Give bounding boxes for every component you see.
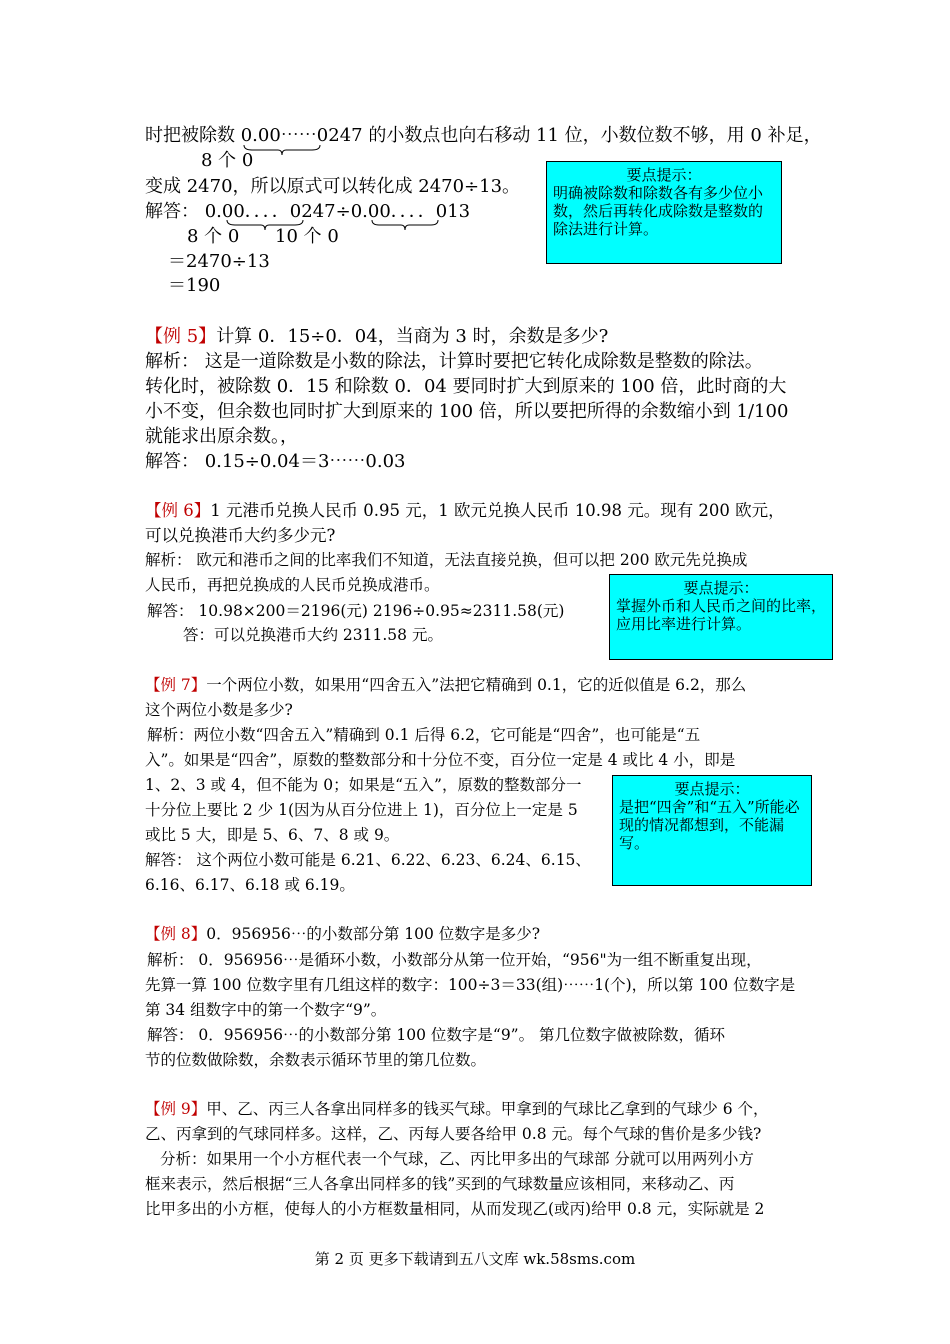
text-line: 1、2、3 或 4，但不能为 0；如果是“五入”，原数的整数部分一 xyxy=(145,776,582,794)
text-line: 解答： 这个两位小数可能是 6.21、6.22、6.23、6.24、6.15、 xyxy=(145,851,591,869)
text-line: 答：可以兑换港币大约 2311.58 元。 xyxy=(183,626,443,644)
tip-title: 要点提示： xyxy=(674,780,750,798)
example-tag: 【例 7】 xyxy=(145,676,207,694)
question-text: 一个两位小数，如果用“四舍五入”法把它精确到 0.1，它的近似值是 6.2，那么 xyxy=(206,676,747,694)
text-line: 比甲多出的小方框，使每人的小方框数量相同，从而发现乙(或丙)给甲 0.8 元，实际就是 2 xyxy=(145,1200,765,1218)
example-tag: 【例 5】 xyxy=(145,326,217,347)
text-line: 十分位上要比 2 少 1(因为从百分位进上 1)，百分位上一定是 5 xyxy=(145,801,578,819)
text-line: 解析： 0．956956⋯是循环小数，小数部分从第一位开始，“956"为一组不断重复出现， xyxy=(147,951,762,969)
question-text: 0．956956⋯的小数部分第 100 位数字是多少? xyxy=(206,925,541,943)
text-line: 6.16、6.17、6.18 或 6.19。 xyxy=(145,876,355,894)
text-line: 转化时，被除数 0．15 和除数 0．04 要同时扩大到原来的 100 倍，此时商的大 xyxy=(145,376,787,397)
brace-mark xyxy=(242,144,322,156)
example-8-question xyxy=(145,927,540,943)
text-line: 乙、丙拿到的气球同样多。这样，乙、丙每人要各给甲 0.8 元。每个气球的售价是多少钱? xyxy=(145,1125,762,1143)
example-6-question xyxy=(145,503,785,520)
tip-box xyxy=(609,574,833,660)
text-line: 解析：两位小数“四舍五入”精确到 0.1 后得 6.2，它可能是“四舍”，也可能是“五 xyxy=(147,726,701,744)
example-tag: 【例 9】 xyxy=(145,1100,207,1118)
question-text: 甲、乙、丙三人各拿出同样多的钱买气球。甲拿到的气球比乙拿到的气球少 6 个， xyxy=(206,1100,769,1118)
text-line: 分析：如果用一个小方框代表一个气球，乙、丙比甲多出的气球部 分就可以用两列小方 xyxy=(160,1150,754,1168)
text-line: 就能求出原余数。， xyxy=(145,426,298,447)
text-line: 第 34 组数字中的第一个数字“9”。 xyxy=(145,1001,387,1019)
text-line: 解答： 10.98×200＝2196(元) 2196÷0.95≈2311.58(元) xyxy=(147,602,565,620)
question-text: 1 元港币兑换人民币 0.95 元，1 欧元兑换人民币 10.98 元。现有 200 欧元， xyxy=(210,501,785,520)
text-line: 或比 5 大，即是 5、6、7、8 或 9。 xyxy=(145,826,400,844)
text-line: ＝190 xyxy=(168,275,221,296)
brace-mark xyxy=(370,219,440,231)
text-line: 8 个 0 xyxy=(187,226,240,247)
example-tag: 【例 8】 xyxy=(145,925,207,943)
text-line: 解答： 0．956956⋯的小数部分第 100 位数字是“9”。 第几位数字做被除数，循环 xyxy=(147,1026,726,1044)
text-line: 解析： 这是一道除数是小数的除法，计算时要把它转化成除数是整数的除法。 xyxy=(145,351,763,372)
text-line: 10 个 0 xyxy=(275,226,339,247)
text-line: 框来表示，然后根据“三人各拿出同样多的钱”买到的气球数量应该相同，来移动乙、丙 xyxy=(145,1175,735,1193)
example-9-question xyxy=(145,1102,769,1118)
tip-box xyxy=(546,161,782,264)
example-tag: 【例 6】 xyxy=(145,501,211,520)
tip-title: 要点提示： xyxy=(683,579,759,597)
question-text: 计算 0．15÷0．04，当商为 3 时，余数是多少? xyxy=(216,326,609,347)
tip-body: 是把“四舍”和“五入”所能必现的情况都想到，不能漏写。 xyxy=(619,798,800,852)
text-line: 小不变，但余数也同时扩大到原来的 100 倍，所以要把所得的余数缩小到 1/100 xyxy=(145,401,789,422)
text-line: 解答： 0.15÷0.04＝3⋯⋯0.03 xyxy=(145,451,406,472)
tip-body: 明确被除数和除数各有多少位小数，然后再转化成除数是整数的除法进行计算。 xyxy=(553,184,764,238)
text-line: 入”。如果是“四舍”，原数的整数部分和十分位不变，百分位一定是 4 或比 4 小，即是 xyxy=(145,751,736,769)
example-5-question xyxy=(145,328,608,346)
text-line: 解析： 欧元和港币之间的比率我们不知道，无法直接兑换，但可以把 200 欧元先兑换成 xyxy=(145,551,748,569)
text-line: 可以兑换港币大约多少元? xyxy=(145,526,336,545)
text-line: 这个两位小数是多少? xyxy=(145,701,293,719)
tip-box xyxy=(612,775,812,886)
text-line: 解答： 0.00．．．．0247÷0.00．．．．013 xyxy=(145,201,471,222)
tip-body: 掌握外币和人民币之间的比率，应用比率进行计算。 xyxy=(616,597,827,633)
tip-title: 要点提示： xyxy=(626,166,702,184)
text-line: 8 个 0 xyxy=(201,150,254,171)
text-line: 节的位数做除数，余数表示循环节里的第几位数。 xyxy=(145,1051,487,1069)
text-line: 变成 2470，所以原式可以转化成 2470÷13。 xyxy=(145,176,521,197)
text-line: 先算一算 100 位数字里有几组这样的数字：100÷3＝33(组)⋯⋯1(个)，所以第 100 位数字是 xyxy=(145,976,796,994)
text-line: ＝2470÷13 xyxy=(168,251,270,272)
text-line: 人民币，再把兑换成的人民币兑换成港币。 xyxy=(145,576,440,594)
page-footer: 第 2 页 更多下载请到五八文库 wk.58sms.com xyxy=(314,1250,636,1268)
example-7-question xyxy=(145,678,746,694)
text-line: 时把被除数 0.00⋯⋯0247 的小数点也向右移动 11 位，小数位数不够，用 0 补足， xyxy=(145,125,822,146)
